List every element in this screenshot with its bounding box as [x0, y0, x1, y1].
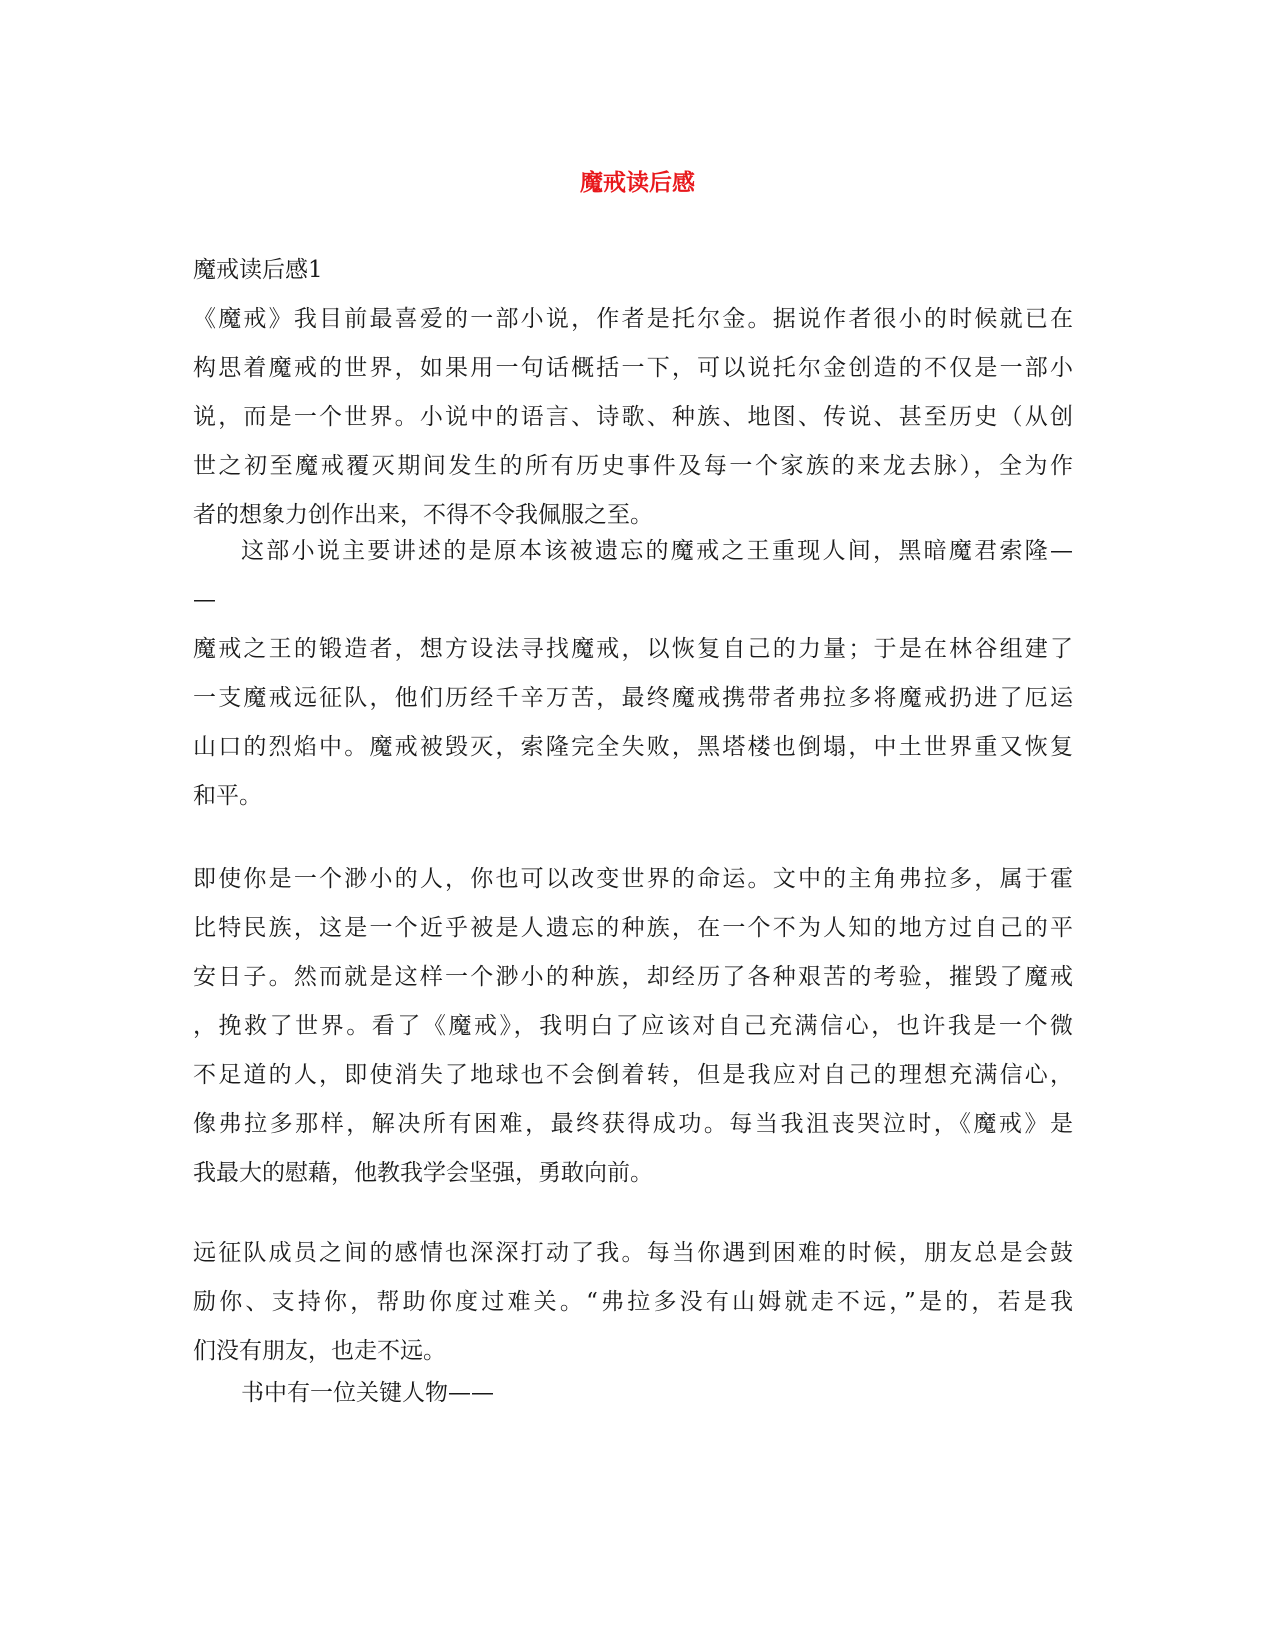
- paragraph-3-line: 比特民族，这是一个近乎被是人遗忘的种族，在一个不为人知的地方过自己的平: [193, 915, 1073, 941]
- paragraph-5-line: 书中有一位关键人物——: [241, 1380, 494, 1406]
- paragraph-2-line: 这部小说主要讲述的是原本该被遗忘的魔戒之王重现人间，黑暗魔君索隆—: [241, 538, 1073, 564]
- paragraph-2: [193, 527, 1073, 821]
- paragraph-3: [193, 855, 1073, 1198]
- paragraph-3-line: 即使你是一个渺小的人，你也可以改变世界的命运。文中的主角弗拉多，属于霍: [193, 866, 1073, 892]
- paragraph-2-line: 一支魔戒远征队，他们历经千辛万苦，最终魔戒携带者弗拉多将魔戒扔进了厄运: [193, 685, 1073, 711]
- paragraph-4-line: 们没有朋友，也走不远。: [193, 1338, 446, 1364]
- paragraph-2-line: 山口的烈焰中。魔戒被毁灭，索隆完全失败，黑塔楼也倒塌，中土世界重又恢复: [193, 734, 1073, 760]
- paragraph-1-line: 世之初至魔戒覆灭期间发生的所有历史事件及每一个家族的来龙去脉），全为作: [193, 453, 1073, 479]
- paragraph-2-line: 魔戒之王的锻造者，想方设法寻找魔戒，以恢复自己的力量；于是在林谷组建了: [193, 636, 1073, 662]
- paragraph-3-line: 我最大的慰藉，他教我学会坚强，勇敢向前。: [193, 1160, 653, 1186]
- paragraph-4-line: 励你、支持你，帮助你度过难关。“弗拉多没有山姆就走不远，”是的，若是我: [193, 1289, 1073, 1315]
- document-title: 魔戒读后感: [580, 169, 695, 196]
- paragraph-3-line: 像弗拉多那样，解决所有困难，最终获得成功。每当我沮丧哭泣时，《魔戒》是: [193, 1111, 1073, 1137]
- section-one: [193, 246, 1073, 540]
- paragraph-1-line: 说，而是一个世界。小说中的语言、诗歌、种族、地图、传说、甚至历史（从创: [193, 404, 1073, 430]
- paragraph-1-line: 构思着魔戒的世界，如果用一句话概括一下，可以说托尔金创造的不仅是一部小: [193, 355, 1073, 381]
- paragraph-1-line: 者的想象力创作出来，不得不令我佩服之至。: [193, 502, 653, 528]
- paragraph-3-line: 安日子。然而就是这样一个渺小的种族，却经历了各种艰苦的考验，摧毁了魔戒: [193, 964, 1073, 990]
- paragraph-3-line: ，挽救了世界。看了《魔戒》，我明白了应该对自己充满信心，也许我是一个微: [193, 1013, 1073, 1039]
- paragraph-4-line: 远征队成员之间的感情也深深打动了我。每当你遇到困难的时候，朋友总是会鼓: [193, 1240, 1073, 1266]
- paragraph-5: [193, 1369, 1073, 1418]
- paragraph-1-line: 《魔戒》我目前最喜爱的一部小说，作者是托尔金。据说作者很小的时候就已在: [193, 306, 1073, 332]
- paragraph-4: [193, 1229, 1073, 1376]
- paragraph-2-line: 和平。: [193, 783, 262, 809]
- section-subtitle: 魔戒读后感1: [193, 257, 323, 283]
- paragraph-3-line: 不足道的人，即使消失了地球也不会倒着转，但是我应对自己的理想充满信心，: [193, 1062, 1073, 1088]
- paragraph-2-line: —: [193, 587, 216, 613]
